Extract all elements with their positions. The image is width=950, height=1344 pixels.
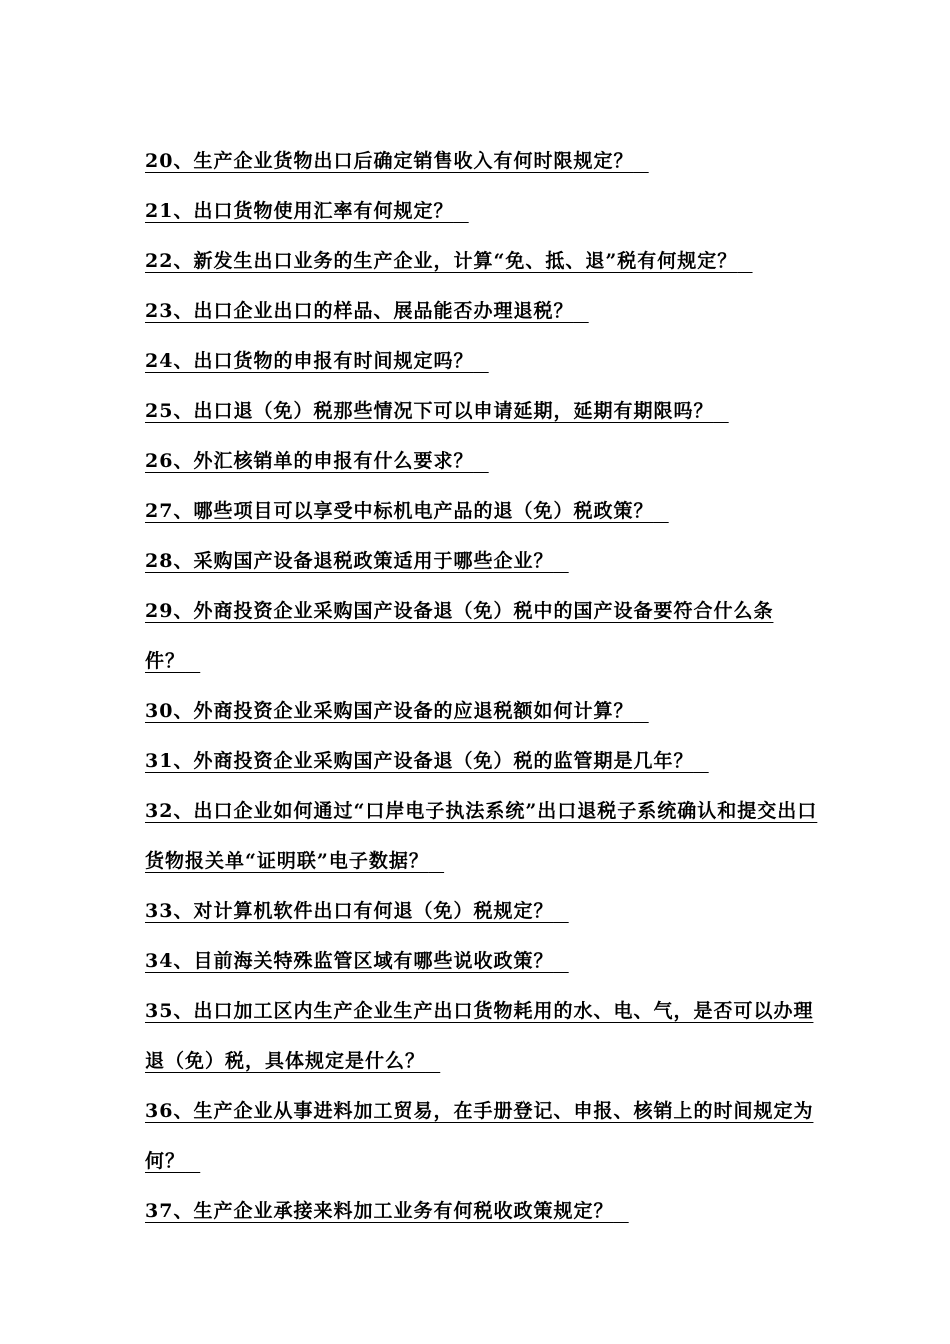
- list-item: [145, 136, 825, 186]
- question-link-35[interactable]: 35、出口加工区内生产企业生产出口货物耗用的水、电、气，是否可以办理退（免）税，具体规定是什么？: [145, 1000, 814, 1072]
- list-item: [145, 186, 825, 236]
- list-item: [145, 936, 825, 986]
- list-item: [145, 586, 825, 686]
- list-item: [145, 486, 825, 536]
- question-link-29[interactable]: 29、外商投资企业采购国产设备退（免）税中的国产设备要符合什么条件？: [145, 600, 774, 672]
- question-link-36[interactable]: 36、生产企业从事进料加工贸易，在手册登记、申报、核销上的时间规定为何？: [145, 1100, 814, 1172]
- question-link-23[interactable]: 23、出口企业出口的样品、展品能否办理退税？: [145, 300, 574, 322]
- question-link-25[interactable]: 25、出口退（免）税那些情况下可以申请延期，延期有期限吗？: [145, 400, 714, 422]
- question-link-37[interactable]: 37、生产企业承接来料加工业务有何税收政策规定？: [145, 1200, 614, 1222]
- question-link-21[interactable]: 21、出口货物使用汇率有何规定？: [145, 200, 454, 222]
- question-link-31[interactable]: 31、外商投资企业采购国产设备退（免）税的监管期是几年？: [145, 750, 694, 772]
- list-item: [145, 536, 825, 586]
- list-item: [145, 336, 825, 386]
- list-item: [145, 436, 825, 486]
- question-list: [145, 136, 825, 1236]
- list-item: [145, 986, 825, 1086]
- list-item: [145, 786, 825, 886]
- question-link-32[interactable]: 32、出口企业如何通过“口岸电子执法系统”出口退税子系统确认和提交出口货物报关单“证明联”电子数据？: [145, 800, 818, 872]
- question-link-30[interactable]: 30、外商投资企业采购国产设备的应退税额如何计算？: [145, 700, 634, 722]
- question-link-28[interactable]: 28、采购国产设备退税政策适用于哪些企业？: [145, 550, 554, 572]
- list-item: [145, 286, 825, 336]
- question-link-34[interactable]: 34、目前海关特殊监管区域有哪些说收政策？: [145, 950, 554, 972]
- question-link-26[interactable]: 26、外汇核销单的申报有什么要求？: [145, 450, 474, 472]
- list-item: [145, 236, 825, 286]
- question-link-24[interactable]: 24、出口货物的申报有时间规定吗？: [145, 350, 474, 372]
- question-link-20[interactable]: 20、生产企业货物出口后确定销售收入有何时限规定？: [145, 150, 634, 172]
- list-item: [145, 1086, 825, 1186]
- question-link-27[interactable]: 27、哪些项目可以享受中标机电产品的退（免）税政策？: [145, 500, 654, 522]
- list-item: [145, 1186, 825, 1236]
- list-item: [145, 386, 825, 436]
- list-item: [145, 686, 825, 736]
- question-link-22[interactable]: 22、新发生出口业务的生产企业，计算“免、抵、退”税有何规定？: [145, 250, 738, 272]
- list-item: [145, 736, 825, 786]
- question-link-33[interactable]: 33、对计算机软件出口有何退（免）税规定？: [145, 900, 554, 922]
- list-item: [145, 886, 825, 936]
